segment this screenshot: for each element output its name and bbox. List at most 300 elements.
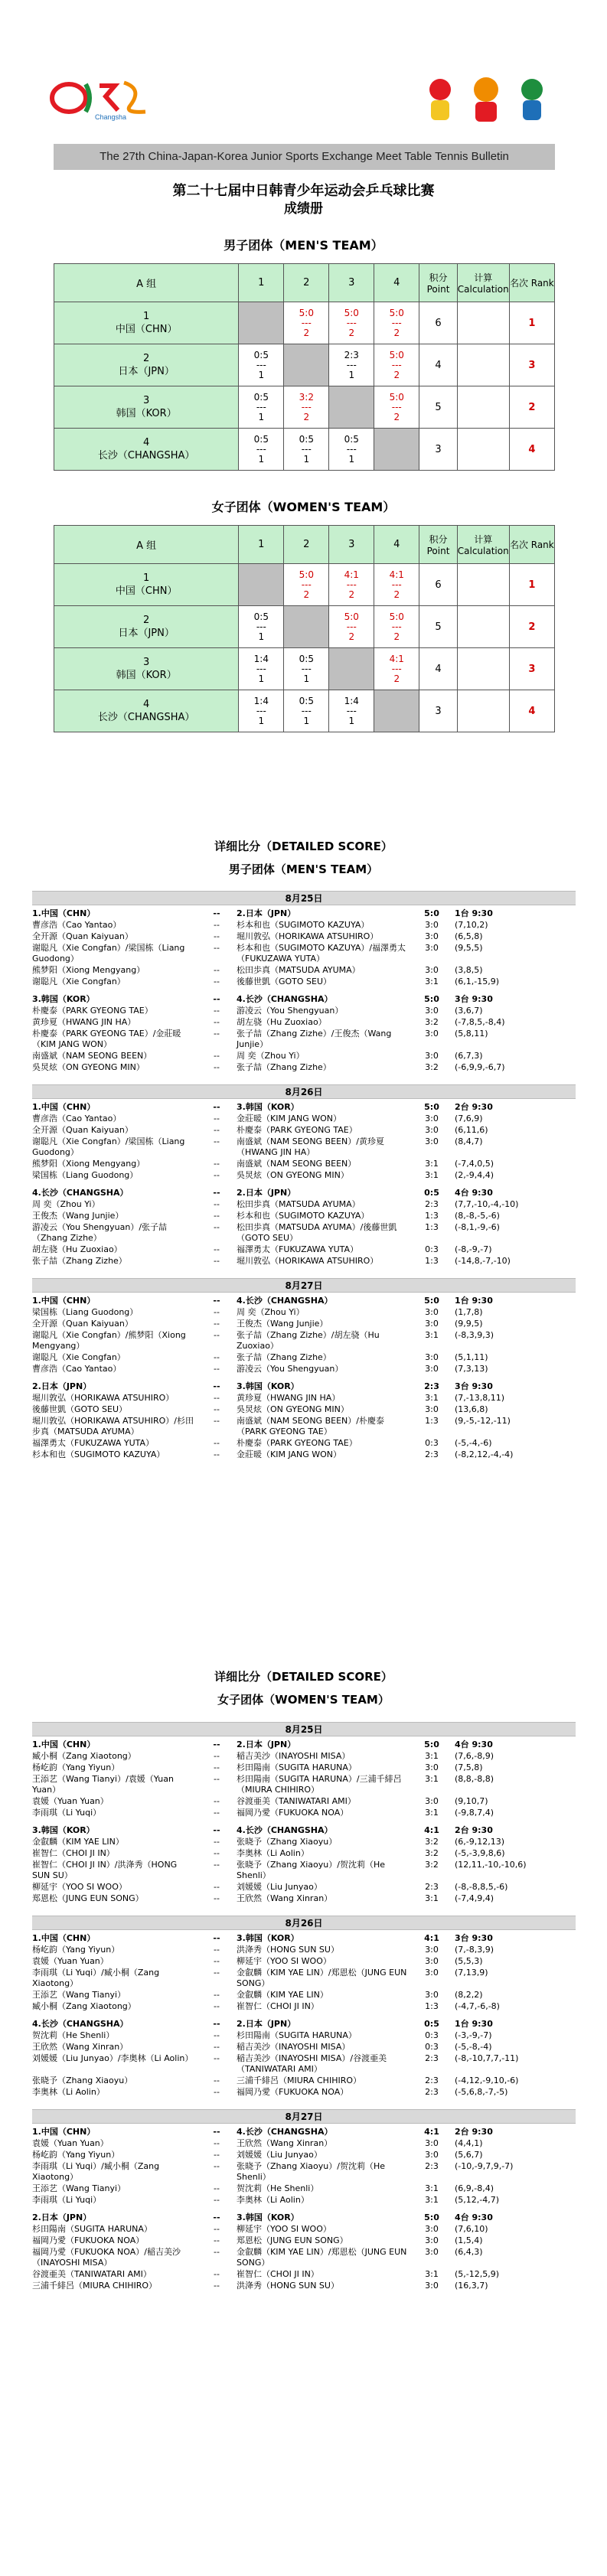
- game-row: [32, 1893, 576, 1904]
- game-row: [32, 1438, 576, 1449]
- match-spacer: [32, 1461, 576, 1467]
- player-b: 胡左骁（Hu Zuoxiao）: [237, 1017, 327, 1027]
- game-row: [32, 965, 576, 976]
- game-score: 0:5: [424, 1188, 439, 1198]
- game-detail: (6,5,8): [455, 931, 483, 941]
- game-detail: (6,-9,12,13): [455, 1837, 505, 1847]
- player-b: 4.长沙（CHANGSHA）: [237, 994, 333, 1004]
- game-detail: (1,7,8): [455, 1307, 483, 1317]
- score-line: ---: [346, 359, 357, 370]
- game-score: 3:0: [425, 965, 439, 975]
- player-a: 王欣然（Wang Xinran）: [32, 2042, 129, 2052]
- game-score: 3:0: [425, 1125, 439, 1135]
- separator: --: [214, 1990, 220, 2000]
- game-row: [32, 2195, 576, 2206]
- match-header-row: [32, 2212, 576, 2223]
- match-header-row: [32, 1102, 576, 1113]
- player-a: 4.长沙（CHANGSHA）: [32, 1188, 129, 1198]
- player-b: 4.长沙（CHANGSHA）: [237, 1296, 333, 1306]
- score-line: ---: [391, 359, 402, 370]
- player-a: 周 奕（Zhou Yi）: [32, 1199, 100, 1209]
- player-b: 洪洚秀（HONG SUN SU）: [237, 2281, 339, 2291]
- game-detail: (7,5,8): [455, 1762, 483, 1772]
- player-b: 稲吉美沙（INAYOSHI MISA）/谷渡亜美（TANIWATARI AMI）: [237, 2053, 387, 2074]
- team-cell: [54, 690, 239, 732]
- player-a: 4.长沙（CHANGSHA）: [32, 2019, 129, 2029]
- score-cell: [374, 606, 419, 648]
- score-cell: [374, 344, 419, 386]
- team-cell: [54, 344, 239, 386]
- player-a: 2.日本（JPN）: [32, 1381, 92, 1391]
- player-a: 刘媛媛（Liu Junyao）/李奥林（Li Aolin）: [32, 2053, 194, 2063]
- game-detail: (-8,-8,8,5,-6): [455, 1882, 508, 1892]
- player-b: 松田歩真（MATSUDA AYUMA）: [237, 965, 361, 975]
- player-b: 松田歩真（MATSUDA AYUMA）/後藤世凱（GOTO SEU）: [237, 1222, 397, 1243]
- player-b: 福澤勇太（FUKUZAWA YUTA）: [237, 1244, 359, 1254]
- score-cell: [329, 690, 374, 732]
- game-row: [32, 1860, 576, 1881]
- separator: --: [214, 1319, 220, 1329]
- game-score: 1:3: [425, 1222, 439, 1232]
- game-score: 0:3: [425, 2042, 439, 2052]
- table-header-row: [54, 264, 555, 302]
- header-cell: 名次 Rank: [509, 264, 554, 302]
- calculation-cell: [457, 606, 509, 648]
- team-number: 4: [143, 437, 150, 448]
- score-line: 1: [258, 715, 265, 726]
- separator: --: [214, 1416, 220, 1426]
- game-detail: 1台 9:30: [455, 908, 493, 918]
- game-score: 3:1: [425, 1393, 439, 1403]
- score-line: 2: [348, 631, 355, 642]
- game-row: [32, 1762, 576, 1773]
- game-score: 0:5: [424, 2019, 439, 2029]
- game-score: 3:1: [425, 1170, 439, 1180]
- game-row: [32, 1449, 576, 1460]
- score-cell: [374, 648, 419, 690]
- event-logo: [47, 75, 155, 121]
- score-cell: [374, 302, 419, 344]
- score-line: ---: [391, 663, 402, 674]
- score-line: 1: [258, 369, 265, 380]
- team-name: 韩国（KOR）: [116, 670, 177, 681]
- score-line: 0:5: [253, 433, 269, 445]
- score-line: 0:5: [299, 695, 314, 706]
- score-line: 4:1: [389, 569, 404, 580]
- team-name: 日本（JPN）: [118, 628, 175, 639]
- page-subtitle: 成绩册: [284, 201, 323, 217]
- score-cell: [284, 564, 329, 606]
- game-score: 2:3: [425, 1882, 439, 1892]
- score-cell: [239, 606, 284, 648]
- game-score: 4:1: [424, 2127, 439, 2137]
- game-score: 3:0: [425, 931, 439, 941]
- score-line: 5:0: [344, 611, 359, 622]
- date-bar: 8月25日: [32, 1722, 576, 1736]
- header-cell: A 组: [54, 526, 239, 564]
- game-detail: 2台 9:30: [455, 2127, 493, 2137]
- game-row: [32, 1848, 576, 1859]
- player-a: 曹彦浩（Cao Yantao）: [32, 1114, 122, 1123]
- player-b: 2.日本（JPN）: [237, 1740, 296, 1749]
- team-cell: [54, 429, 239, 471]
- game-score: 1:3: [425, 1416, 439, 1426]
- point-cell: 4: [419, 648, 458, 690]
- player-b: 金叡麟（KIM YAE LIN）/郑恩松（JUNG EUN SONG）: [237, 2247, 407, 2268]
- team-cell: [54, 564, 239, 606]
- page-title: 第二十七届中日韩青少年运动会乒乓球比赛: [172, 183, 435, 199]
- player-a: 谢聪凡（Xie Congfan）: [32, 1352, 126, 1362]
- score-line: 2: [393, 589, 400, 600]
- game-row: [32, 2075, 576, 2086]
- team-name: 日本（JPN）: [118, 366, 175, 377]
- women-team-table: [54, 525, 555, 732]
- game-score: 3:0: [425, 1114, 439, 1123]
- score-line: 0:5: [253, 611, 269, 622]
- score-line: ---: [256, 359, 266, 370]
- team-name: 中国（CHN）: [115, 585, 178, 597]
- game-score: 2:3: [425, 1449, 439, 1459]
- game-row: [32, 1404, 576, 1415]
- rank-cell: 2: [509, 386, 554, 429]
- match-header-row: [32, 2019, 576, 2030]
- score-line: 2: [348, 327, 355, 338]
- score-cell: [239, 386, 284, 429]
- score-cell: [329, 648, 374, 690]
- men-detail-title: 详细比分（DETAILED SCORE）: [214, 840, 393, 853]
- game-detail: (9,10,7): [455, 1796, 488, 1806]
- player-a: 谷渡亜美（TANIWATARI AMI）: [32, 2269, 152, 2279]
- separator: --: [214, 1352, 220, 1362]
- game-row: [32, 1990, 576, 2000]
- player-b: 2.日本（JPN）: [237, 2019, 296, 2029]
- header-cell: 计算 Calculation: [457, 526, 509, 564]
- game-detail: (4,4,1): [455, 2138, 483, 2148]
- rank-cell: 1: [509, 564, 554, 606]
- score-line: 5:0: [299, 569, 314, 580]
- game-score: 3:0: [425, 1051, 439, 1061]
- separator: --: [214, 1051, 220, 1061]
- player-b: 堀川敦弘（HORIKAWA ATSUHIRO）: [237, 931, 379, 941]
- game-detail: (5,1,11): [455, 1352, 488, 1362]
- match-header-row: [32, 1825, 576, 1836]
- score-line: ---: [256, 705, 266, 716]
- separator: --: [214, 1364, 220, 1374]
- separator: --: [214, 1893, 220, 1903]
- game-detail: 4台 9:30: [455, 1740, 493, 1749]
- score-line: 5:0: [299, 307, 314, 318]
- header-cell: 3: [329, 264, 374, 302]
- game-score: 4:1: [424, 1933, 439, 1943]
- separator: --: [214, 931, 220, 941]
- game-row: [32, 2030, 576, 2041]
- player-b: 杉本和也（SUGIMOTO KAZUYA）/福澤勇太（FUKUZAWA YUTA）: [237, 943, 406, 964]
- match-spacer: [32, 1074, 576, 1080]
- match-spacer: [32, 2013, 576, 2019]
- game-detail: (-14,8,-7,-10): [455, 1256, 511, 1266]
- player-a: 崔智仁（CHOI JI IN）/洪洚秀（HONG SUN SU）: [32, 1860, 178, 1880]
- score-line: 2: [393, 673, 400, 684]
- game-score: 3:0: [425, 943, 439, 953]
- game-row: [32, 2053, 576, 2075]
- separator: --: [214, 1837, 220, 1847]
- game-detail: (-8,-9,-7): [455, 1244, 492, 1254]
- women-detail-subtitle: 女子团体（WOMEN'S TEAM）: [217, 1693, 390, 1707]
- game-score: 3:0: [425, 1990, 439, 2000]
- game-detail: (7,13,9): [455, 1968, 488, 1978]
- game-score: 5:0: [424, 2212, 439, 2222]
- player-a: 堀川敦弘（HORIKAWA ATSUHIRO）: [32, 1393, 175, 1403]
- match-header-row: [32, 2127, 576, 2137]
- team-cell: [54, 386, 239, 429]
- separator: --: [214, 965, 220, 975]
- player-b: 稲吉美沙（INAYOSHI MISA）: [237, 1751, 351, 1761]
- score-line: 2: [303, 411, 310, 422]
- game-detail: (-5,-3,9,8,6): [455, 1848, 505, 1858]
- game-score: 5:0: [424, 908, 439, 918]
- score-line: 0:5: [253, 349, 269, 360]
- player-a: 杨屹韵（Yang Yiyun）: [32, 1945, 120, 1955]
- score-cell: [329, 386, 374, 429]
- game-detail: (-5,-4,-6): [455, 1438, 492, 1448]
- game-detail: (-4,12,-9,10,-6): [455, 2075, 519, 2085]
- rank-cell: 4: [509, 690, 554, 732]
- rank-cell: 3: [509, 648, 554, 690]
- game-row: [32, 1170, 576, 1181]
- separator: --: [214, 1330, 220, 1340]
- team-number: 3: [143, 395, 150, 406]
- player-a: 黄珍夏（HWANG JIN HA）: [32, 1017, 136, 1027]
- separator: --: [214, 2053, 220, 2063]
- game-row: [32, 1774, 576, 1795]
- date-bar: 8月26日: [32, 1916, 576, 1930]
- game-score: 3:0: [425, 2138, 439, 2148]
- score-line: ---: [301, 705, 312, 716]
- header-cell: 4: [374, 264, 419, 302]
- table-row: [54, 429, 555, 471]
- player-a: 游凌云（You Shengyuan）/张子喆（Zhang Zizhe）: [32, 1222, 168, 1243]
- men-team-title: 男子团体（MEN'S TEAM）: [224, 238, 383, 253]
- score-cell: [374, 690, 419, 732]
- game-detail: (9,5,5): [455, 943, 483, 953]
- game-row: [32, 977, 576, 987]
- game-score: 2:3: [424, 1381, 439, 1391]
- score-cell: [329, 429, 374, 471]
- game-score: 0:3: [425, 1438, 439, 1448]
- separator: --: [214, 1956, 220, 1966]
- score-line: ---: [346, 317, 357, 328]
- score-cell: [239, 564, 284, 606]
- game-detail: (8,8,-8,8): [455, 1774, 494, 1784]
- game-score: 3:0: [425, 920, 439, 930]
- score-cell: [239, 344, 284, 386]
- player-a: 梁国栋（Liang Guodong）: [32, 1307, 139, 1317]
- game-row: [32, 2235, 576, 2246]
- separator: --: [214, 920, 220, 930]
- game-score: 5:0: [424, 1740, 439, 1749]
- separator: --: [214, 1222, 220, 1232]
- separator: --: [214, 2087, 220, 2097]
- score-cell: [284, 606, 329, 648]
- score-cell: [239, 302, 284, 344]
- score-cell: [239, 648, 284, 690]
- team-cell: [54, 302, 239, 344]
- separator: --: [214, 1307, 220, 1317]
- game-detail: (-8,3,9,3): [455, 1330, 494, 1340]
- player-b: 柳延宇（YOO SI WOO）: [237, 1956, 331, 1966]
- score-line: 2: [393, 631, 400, 642]
- game-score: 3:2: [425, 1017, 439, 1027]
- game-detail: (-8,1,-9,-6): [455, 1222, 500, 1232]
- match-header-row: [32, 1296, 576, 1306]
- game-score: 3:1: [425, 977, 439, 986]
- player-b: 杉本和也（SUGIMOTO KAZUYA）: [237, 920, 370, 930]
- header-cell: 积分 Point: [419, 264, 458, 302]
- player-a: 曹彦浩（Cao Yantao）: [32, 920, 122, 930]
- player-b: 王欣然（Wang Xinran）: [237, 2138, 333, 2148]
- separator: --: [214, 2269, 220, 2279]
- game-row: [32, 1956, 576, 1967]
- point-cell: 5: [419, 386, 458, 429]
- game-detail: (5,6,7): [455, 2150, 483, 2160]
- separator: --: [214, 2001, 220, 2011]
- match-header-row: [32, 994, 576, 1005]
- score-line: ---: [301, 317, 312, 328]
- separator: --: [214, 1170, 220, 1180]
- player-a: 全开源（Quan Kaiyuan）: [32, 931, 133, 941]
- separator: --: [214, 1114, 220, 1123]
- game-detail: (-7,4,0,5): [455, 1159, 494, 1169]
- score-line: 5:0: [389, 611, 404, 622]
- game-score: 3:0: [425, 1352, 439, 1362]
- score-line: 0:5: [299, 653, 314, 664]
- player-b: 杉田陽南（SUGITA HARUNA）/三浦千緋呂（MIURA CHIHIRO）: [237, 1774, 402, 1795]
- score-line: ---: [256, 443, 266, 455]
- separator: --: [214, 1062, 220, 1072]
- separator: --: [214, 1751, 220, 1761]
- game-score: 3:0: [425, 1404, 439, 1414]
- game-row: [32, 1136, 576, 1158]
- game-score: 5:0: [424, 1296, 439, 1306]
- separator: --: [214, 2150, 220, 2160]
- table-row: [54, 386, 555, 429]
- point-cell: 5: [419, 606, 458, 648]
- game-row: [32, 1244, 576, 1255]
- score-line: 5:0: [389, 307, 404, 318]
- date-bar: 8月25日: [32, 891, 576, 905]
- game-score: 0:3: [425, 1244, 439, 1254]
- separator: --: [213, 994, 220, 1004]
- player-a: 南盛斌（NAM SEONG BEEN）: [32, 1051, 152, 1061]
- separator: --: [214, 1029, 220, 1039]
- match-spacer: [32, 2098, 576, 2105]
- score-line: ---: [256, 621, 266, 632]
- score-cell: [374, 429, 419, 471]
- score-line: ---: [346, 579, 357, 590]
- score-line: 2:3: [344, 349, 359, 360]
- game-detail: (12,11,-10,-10,6): [455, 1860, 527, 1870]
- separator: --: [214, 2281, 220, 2291]
- men-detail-section: [32, 886, 576, 1467]
- player-a: 3.韩国（KOR）: [32, 994, 95, 1004]
- separator: --: [214, 2247, 220, 2257]
- score-line: 1:4: [253, 695, 269, 706]
- game-score: 3:1: [425, 2183, 439, 2193]
- score-line: ---: [256, 401, 266, 412]
- match-header-row: [32, 1188, 576, 1198]
- game-row: [32, 1256, 576, 1267]
- separator: --: [214, 1211, 220, 1221]
- game-detail: (-7,4,9,4): [455, 1893, 494, 1903]
- game-row: [32, 1114, 576, 1124]
- team-number: 4: [143, 699, 150, 710]
- player-a: 堀川敦弘（HORIKAWA ATSUHIRO）/杉田步真（MATSUDA AYUMA）: [32, 1416, 194, 1436]
- player-b: 3.韩国（KOR）: [237, 2212, 299, 2222]
- score-line: 2: [348, 589, 355, 600]
- game-row: [32, 2183, 576, 2194]
- game-row: [32, 1222, 576, 1244]
- separator: --: [213, 1825, 220, 1835]
- separator: --: [214, 2075, 220, 2085]
- player-a: 朴慶泰（PARK GYEONG TAE）: [32, 1006, 153, 1016]
- player-a: 杨屹韵（Yang Yiyun）: [32, 1762, 120, 1772]
- table-row: [54, 690, 555, 732]
- score-line: ---: [301, 401, 312, 412]
- game-detail: 3台 9:30: [455, 1381, 493, 1391]
- player-a: 3.韩国（KOR）: [32, 1825, 95, 1835]
- score-line: ---: [301, 663, 312, 674]
- separator: --: [213, 1188, 220, 1198]
- women-detail-title: 详细比分（DETAILED SCORE）: [214, 1670, 393, 1684]
- game-detail: (7,6,10): [455, 2224, 488, 2234]
- game-score: 5:0: [424, 994, 439, 1004]
- date-bar: 8月27日: [32, 2109, 576, 2124]
- score-line: ---: [391, 401, 402, 412]
- score-cell: [284, 302, 329, 344]
- separator: --: [214, 1125, 220, 1135]
- score-line: 1: [348, 453, 355, 465]
- game-score: 3:2: [425, 1860, 439, 1870]
- score-line: 1: [258, 411, 265, 422]
- player-a: 王添艺（Wang Tianyi）/袁媛（Yuan Yuan）: [32, 1774, 174, 1795]
- player-b: 金莊暖（KIM JANG WON）: [237, 1449, 342, 1459]
- bulletin-banner: The 27th China-Japan-Korea Junior Sports Exchange Meet Table Tennis Bulletin: [54, 144, 555, 170]
- rank-cell: 4: [509, 429, 554, 471]
- header-cell: 名次 Rank: [509, 526, 554, 564]
- player-b: 游凌云（You Shengyuan）: [237, 1006, 344, 1016]
- player-a: 熊梦阳（Xiong Mengyang）: [32, 1159, 145, 1169]
- score-cell: [284, 386, 329, 429]
- table-row: [54, 302, 555, 344]
- separator: --: [213, 2019, 220, 2029]
- player-a: 袁媛（Yuan Yuan）: [32, 1796, 109, 1806]
- game-detail: 4台 9:30: [455, 2212, 493, 2222]
- game-row: [32, 1751, 576, 1762]
- player-b: 吳炅炫（ON GYEONG MIN）: [237, 1170, 349, 1180]
- player-b: 游凌云（You Shengyuan）: [237, 1364, 344, 1374]
- game-row: [32, 2138, 576, 2149]
- player-b: 3.韩国（KOR）: [237, 1102, 299, 1112]
- game-row: [32, 1211, 576, 1221]
- score-cell: [239, 690, 284, 732]
- game-score: 3:0: [425, 2235, 439, 2245]
- team-name: 长沙（CHANGSHA）: [97, 712, 195, 723]
- separator: --: [214, 1796, 220, 1806]
- match-header-row: [32, 1381, 576, 1392]
- score-line: ---: [346, 621, 357, 632]
- score-cell: [284, 690, 329, 732]
- mascots-logo: [417, 73, 555, 126]
